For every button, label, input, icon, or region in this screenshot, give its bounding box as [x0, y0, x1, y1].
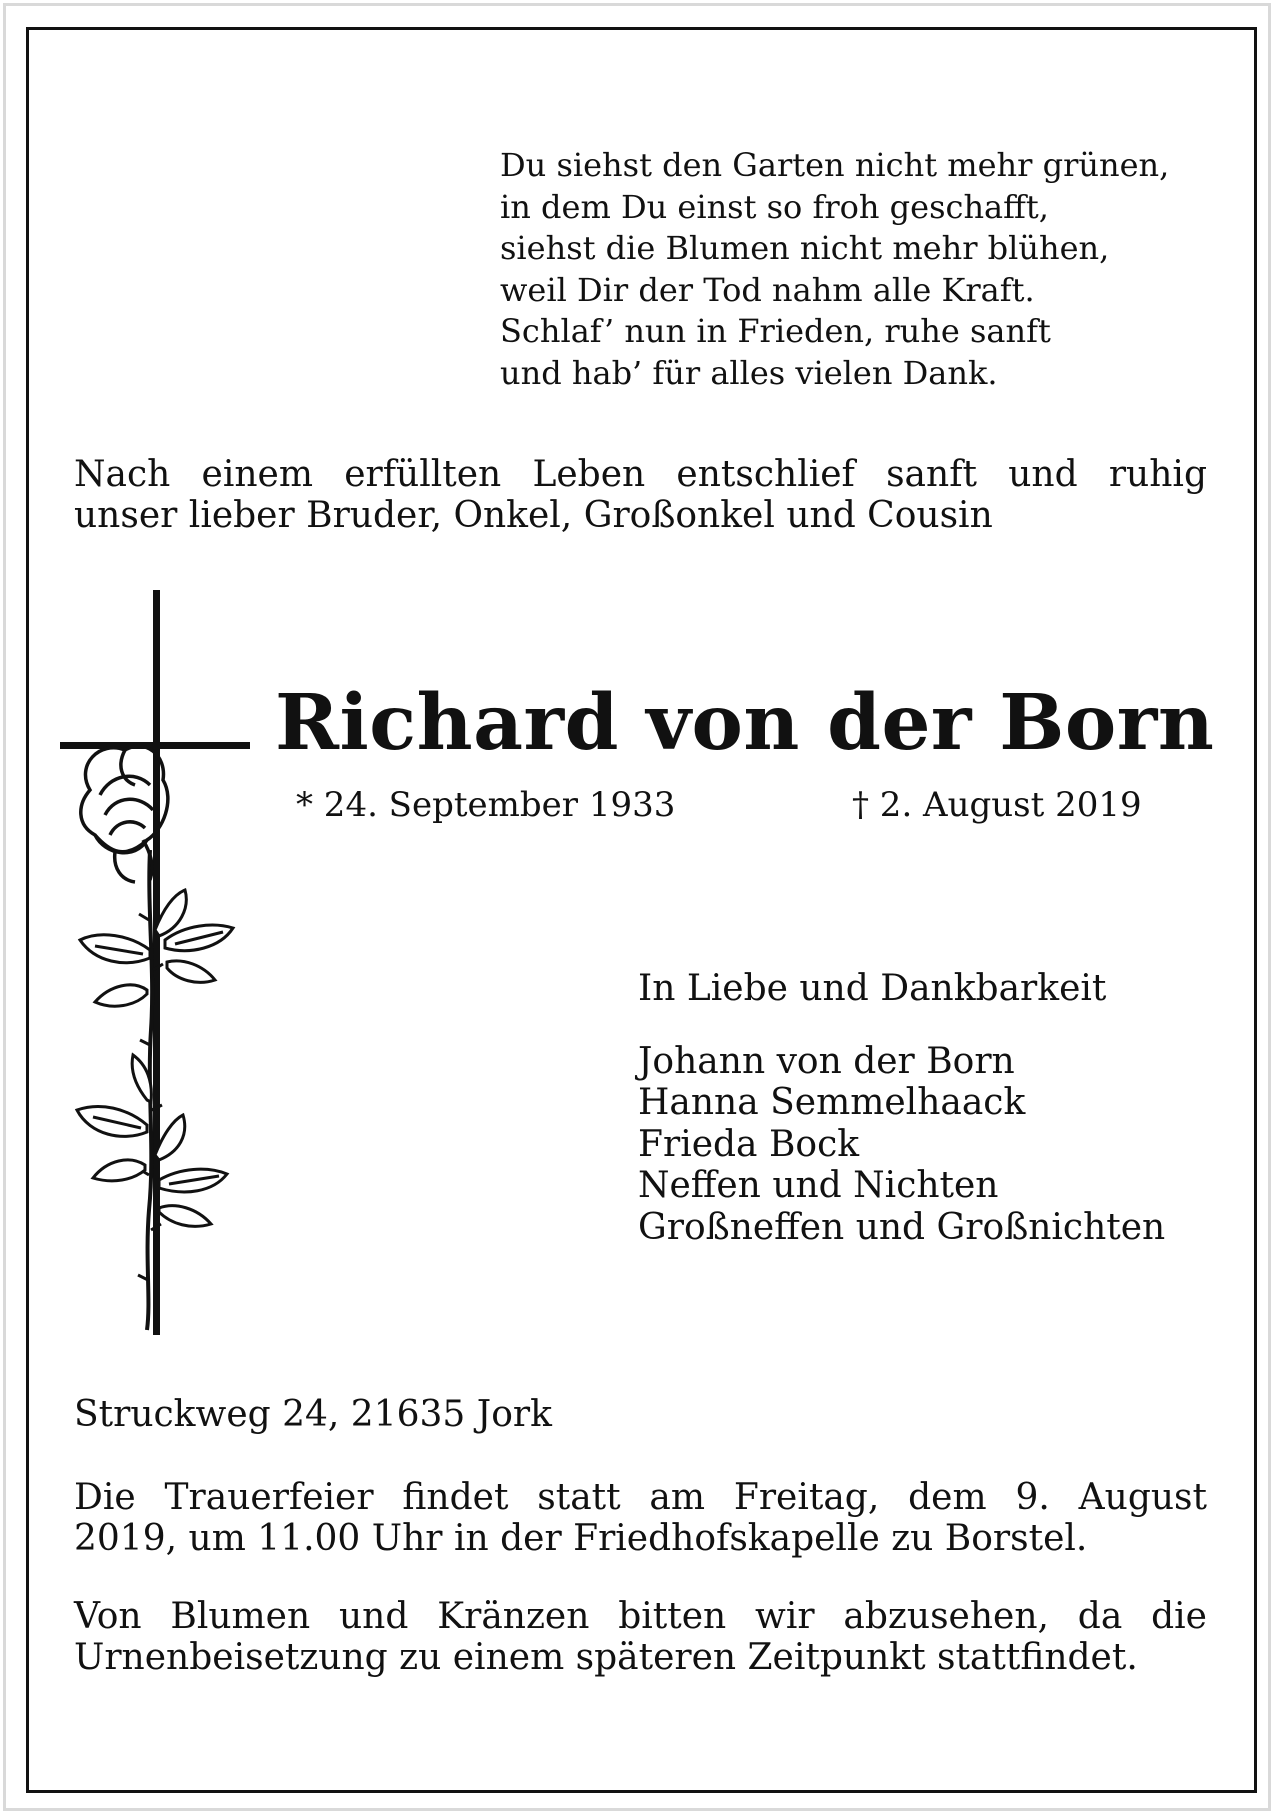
funeral-line: 2019, um 11.00 Uhr in der Friedhofskapelle zu Borstel. [74, 1518, 1088, 1559]
poem-line: Du siehst den Garten nicht mehr grünen, [500, 146, 1170, 184]
mourner-name: Johann von der Born [638, 1040, 1015, 1082]
death-date: † 2. August 2019 [852, 785, 1142, 825]
intro-text [74, 454, 1207, 536]
address: Struckweg 24, 21635 Jork [74, 1394, 552, 1435]
funeral-info [74, 1477, 1207, 1559]
closing-phrase: In Liebe und Dankbarkeit [638, 968, 1107, 1009]
poem-line: in dem Du einst so froh geschafft, [500, 187, 1049, 226]
mourner-name: Hanna Semmelhaack [638, 1082, 1026, 1123]
poem-line: und hab’ für alles vielen Dank. [500, 353, 998, 392]
poem-line: siehst die Blumen nicht mehr blühen, [500, 229, 1110, 267]
flowers-note [74, 1596, 1207, 1678]
cross-vertical-bar [153, 590, 160, 1335]
mourner-name: Großneffen und Großnichten [638, 1206, 1166, 1248]
poem-line: weil Dir der Tod nahm alle Kraft. [500, 270, 1035, 309]
mourners-block [638, 968, 1165, 1248]
intro-line: unser lieber Bruder, Onkel, Großonkel und Cousin [74, 495, 993, 536]
intro-line: Nach einem erfüllten Leben entschlief sanft und ruhig [74, 454, 1207, 495]
funeral-line: Die Trauerfeier findet statt am Freitag, dem 9. August [74, 1477, 1207, 1518]
poem [500, 145, 1220, 394]
flowers-line: Von Blumen und Kränzen bitten wir abzusehen, da die [74, 1596, 1207, 1637]
deceased-name: Richard von der Born [275, 678, 1215, 768]
birth-date: * 24. September 1933 [296, 785, 676, 825]
poem-line: Schlaf’ nun in Frieden, ruhe sanft [500, 312, 1051, 350]
mourner-name: Neffen und Nichten [638, 1165, 999, 1206]
mourner-name: Frieda Bock [638, 1123, 860, 1165]
flowers-line: Urnenbeisetzung zu einem späteren Zeitpunkt stattfindet. [74, 1637, 1138, 1678]
cross-with-rose-icon [55, 590, 255, 1340]
cross-horizontal-bar [60, 742, 250, 749]
